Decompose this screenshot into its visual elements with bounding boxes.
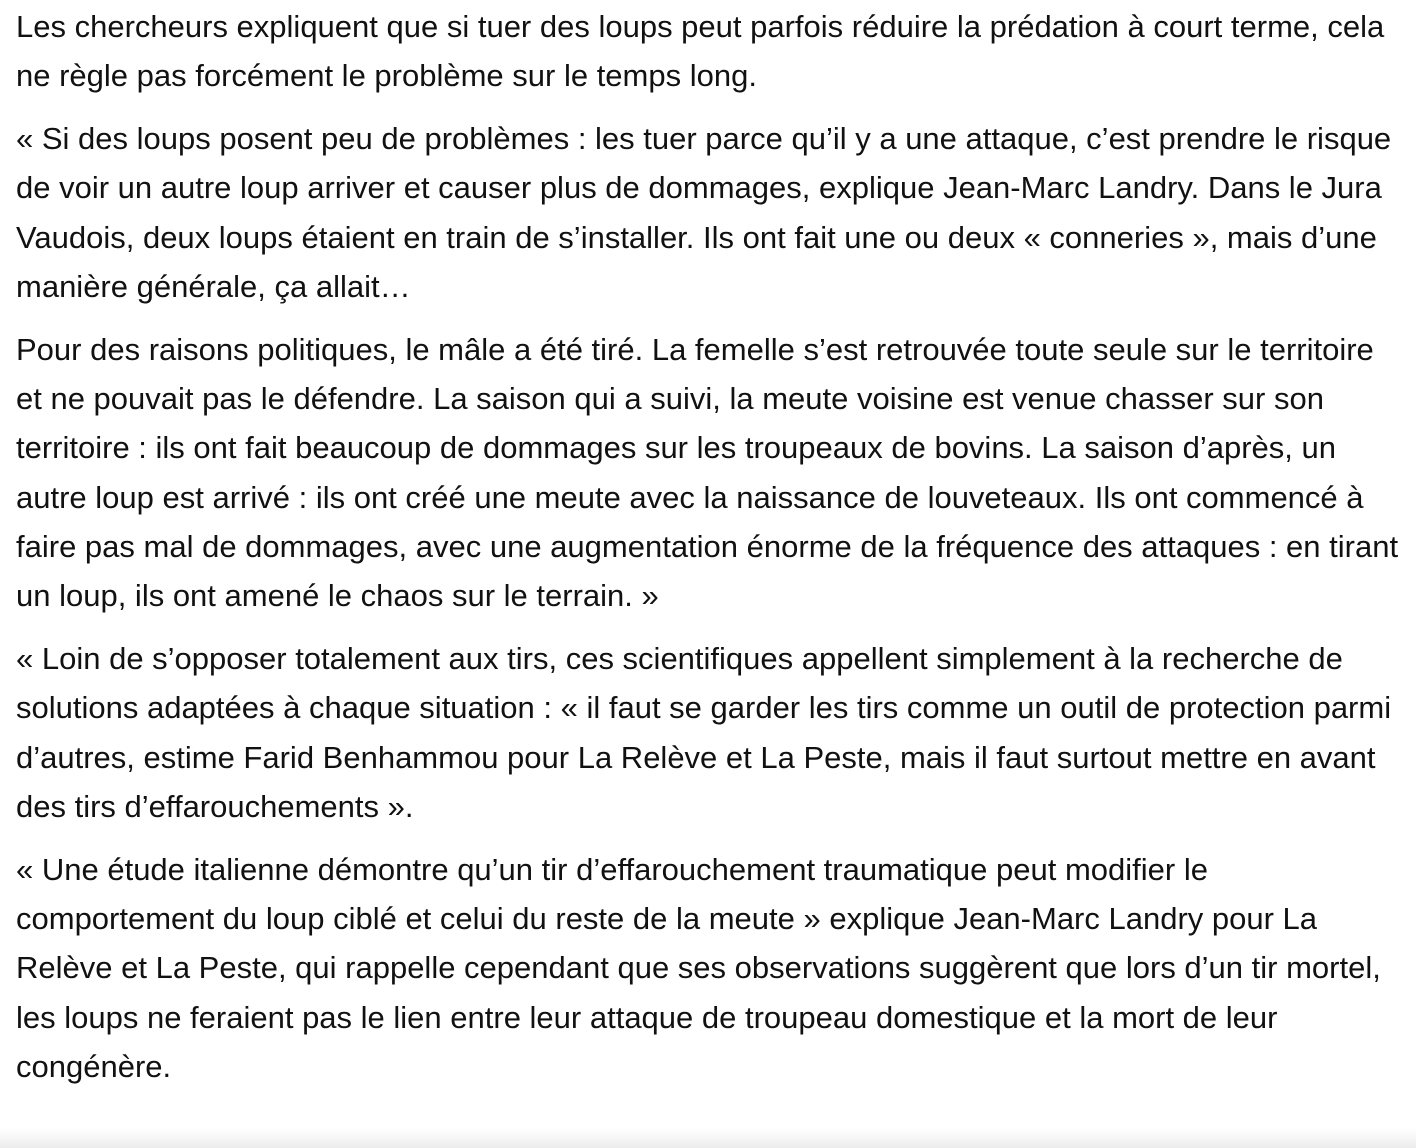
article-paragraph: Pour des raisons politiques, le mâle a été tiré. La femelle s’est retrouvée toute seule sur le territoire et ne pouvait pas le défendre. La saison qui a suivi, la meute voisine est venue chasser sur son territoire : ils ont fait beaucoup de dommages sur les troupeaux de bovins. La saison d’après, un autre loup est arrivé : ils ont créé une meute avec la naissance de louveteaux. Ils ont commencé à faire pas mal de dommages, avec une augmentation énorme de la fréquence des attaques : en tirant un loup, ils ont amené le chaos sur le terrain. » bbox=[16, 331, 1399, 614]
article-paragraph: « Si des loups posent peu de problèmes : les tuer parce qu’il y a une attaque, c’est prendre le risque de voir un autre loup arriver et causer plus de dommages, explique Jean-Marc Landry. Dans le Jura Vaudois, deux loups étaient en train de s’installer. Ils ont fait une ou deux « conneries », mais d’une manière générale, ça allait… bbox=[16, 121, 1392, 304]
article-paragraph: « Loin de s’opposer totalement aux tirs, ces scientifiques appellent simplement à la recherche de solutions adaptées à chaque situation : « il faut se garder les tirs comme un outil de protection parmi d’autres, estime Farid Benhammou pour La Relève et La Peste, mais il faut surtout mettre en avant des tirs d’effarouchements ». bbox=[16, 641, 1392, 824]
article-body bbox=[16, 0, 1406, 1091]
bottom-edge-shadow bbox=[0, 1128, 1416, 1148]
article-paragraph: Les chercheurs expliquent que si tuer des loups peut parfois réduire la prédation à court terme, cela ne règle pas forcément le problème sur le temps long. bbox=[16, 9, 1385, 94]
article-paragraph: « Une étude italienne démontre qu’un tir d’effarouchement traumatique peut modifier le comportement du loup ciblé et celui du reste de la meute » explique Jean-Marc Landry pour La Relève et La Peste, qui rappelle cependant que ses observations suggèrent que lors d’un tir mortel, les loups ne feraient pas le lien entre leur attaque de troupeau domestique et la mort de leur congénère. bbox=[16, 851, 1381, 1084]
